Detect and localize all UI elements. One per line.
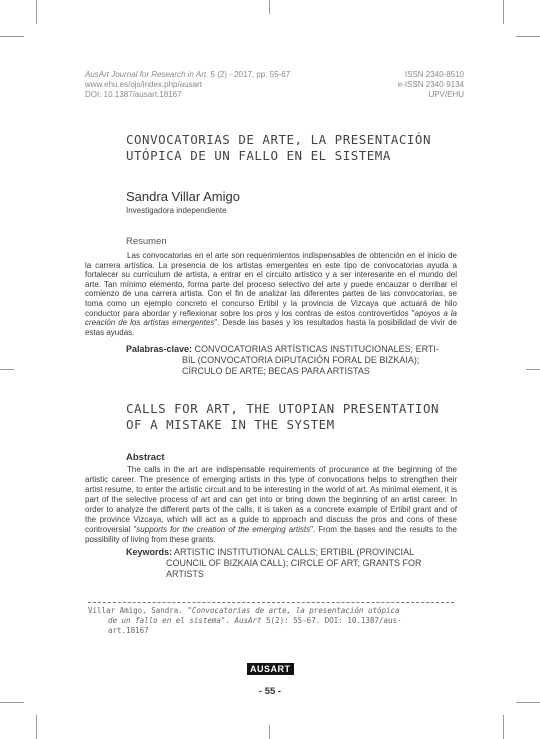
- abstract-heading: Abstract: [126, 452, 165, 463]
- publisher: UPV/EHU: [428, 90, 464, 99]
- crop-mark: [36, 715, 37, 739]
- journal-header: [85, 70, 290, 100]
- title-spanish: CONVOCATORIAS DE ARTE, LA PRESENTACIÓN UTÓPICA DE UN FALLO EN EL SISTEMA: [126, 132, 431, 163]
- journal-doi: DOI: 10.1387/ausart.18167: [85, 90, 182, 99]
- keywords-label: Keywords:: [126, 547, 173, 557]
- crop-mark: [0, 369, 14, 370]
- crop-mark: [0, 36, 24, 37]
- journal-url[interactable]: www.ehu.es/ojs/index.php/ausart: [85, 80, 202, 89]
- divider-dotted: [88, 602, 454, 603]
- crop-mark: [516, 36, 540, 37]
- resumen-heading: Resumen: [126, 236, 167, 247]
- issn-block: [398, 70, 464, 100]
- author-name: Sandra Villar Amigo: [126, 189, 240, 204]
- journal-issue: 5 (2) - 2017, pp. 55-67: [208, 70, 291, 79]
- keywords-english: Keywords: ARTISTIC INSTITUTIONAL CALLS; ERTIBIL (PROVINCIAL COUNCIL OF BIZKAIA CALL); CIRCLE OF ART; GRANTS FOR ARTISTS: [126, 547, 422, 579]
- journal-name: AusArt Journal for Research in Art.: [85, 70, 209, 79]
- resumen-text: Las convocatorias en el arte son requerimientos indispensables de obtención en el inicio de la carrera artística. La presencia de los artistas emergentes en este tipo de convocatorias ayuda a fortalecer su currículum de artista, a entrar en el circuito artístico y a ser interesante en el mundo del arte. Tan mínimo elemento, forma parte del proceso selectivo del arte y puede encauzar o derribar el comienzo de una carrera artista. Con el fin de analizar las diferentes partes de las convocatorias, se toma como un ejemplo concreto el concurso Ertibil y la provincia de Vizcaya que actuará de hilo conductor para abordar y reflexionar sobre los pros y los contras de estos controvertidos "apoyos a la creación de los artistas emergentes". Desde las bases y los resultados hasta la posibilidad de vivir de estas ayudas.: [85, 251, 457, 337]
- issn: ISSN 2340-8510: [404, 70, 464, 79]
- crop-mark: [503, 0, 504, 24]
- crop-mark: [269, 725, 270, 739]
- author-affiliation: Investigadora independiente: [126, 206, 227, 215]
- crop-mark: [36, 0, 37, 24]
- crop-mark: [0, 702, 24, 703]
- crop-mark: [526, 369, 540, 370]
- page-number: - 55 -: [258, 686, 282, 697]
- crop-mark: [269, 0, 270, 14]
- crop-mark: [516, 702, 540, 703]
- eissn: e-ISSN 2340-9134: [397, 80, 464, 89]
- title-english: CALLS FOR ART, THE UTOPIAN PRESENTATION OF A MISTAKE IN THE SYSTEM: [126, 401, 439, 432]
- keywords-label: Palabras-clave:: [126, 344, 193, 354]
- ausart-logo: AUSART: [247, 663, 294, 675]
- crop-mark: [503, 715, 504, 739]
- keywords-spanish: Palabras-clave: CONVOCATORIAS ARTÍSTICAS INSTITUCIONALES; ERTI- BIL (CONVOCATORIA DIPUTACIÓN FORAL DE BIZKAIA); CÍRCULO DE ARTE; BECAS PARA ARTISTAS: [126, 344, 439, 376]
- citation-block: Villar Amigo, Sandra. "Convocatorias de arte, la presentación utópica de un fallo en el sistema". AusArt 5(2): 55-67. DOI: 10.1387/aus- art.18167: [88, 606, 402, 635]
- abstract-text: The calls in the art are indispensable requirements of procurance at the beginning of the artistic career. The presence of emerging artists in this type of convocations helps to strengthen their artist resume, to enter the artistic circuit and to be interesting in the world of art. As minimal element, it is part of the selective process of art and can get into or bring down the beginning of an artist career. In order to analyze the different parts of the calls, it is taken as a concrete example of Ertibil grant and of the province Vizcaya, which will act as a guide to approach and discuss the pros and cons of these controversial "supports for the creation of the emerging artists". From the bases and the results to the possibility of living from these grants.: [85, 465, 457, 544]
